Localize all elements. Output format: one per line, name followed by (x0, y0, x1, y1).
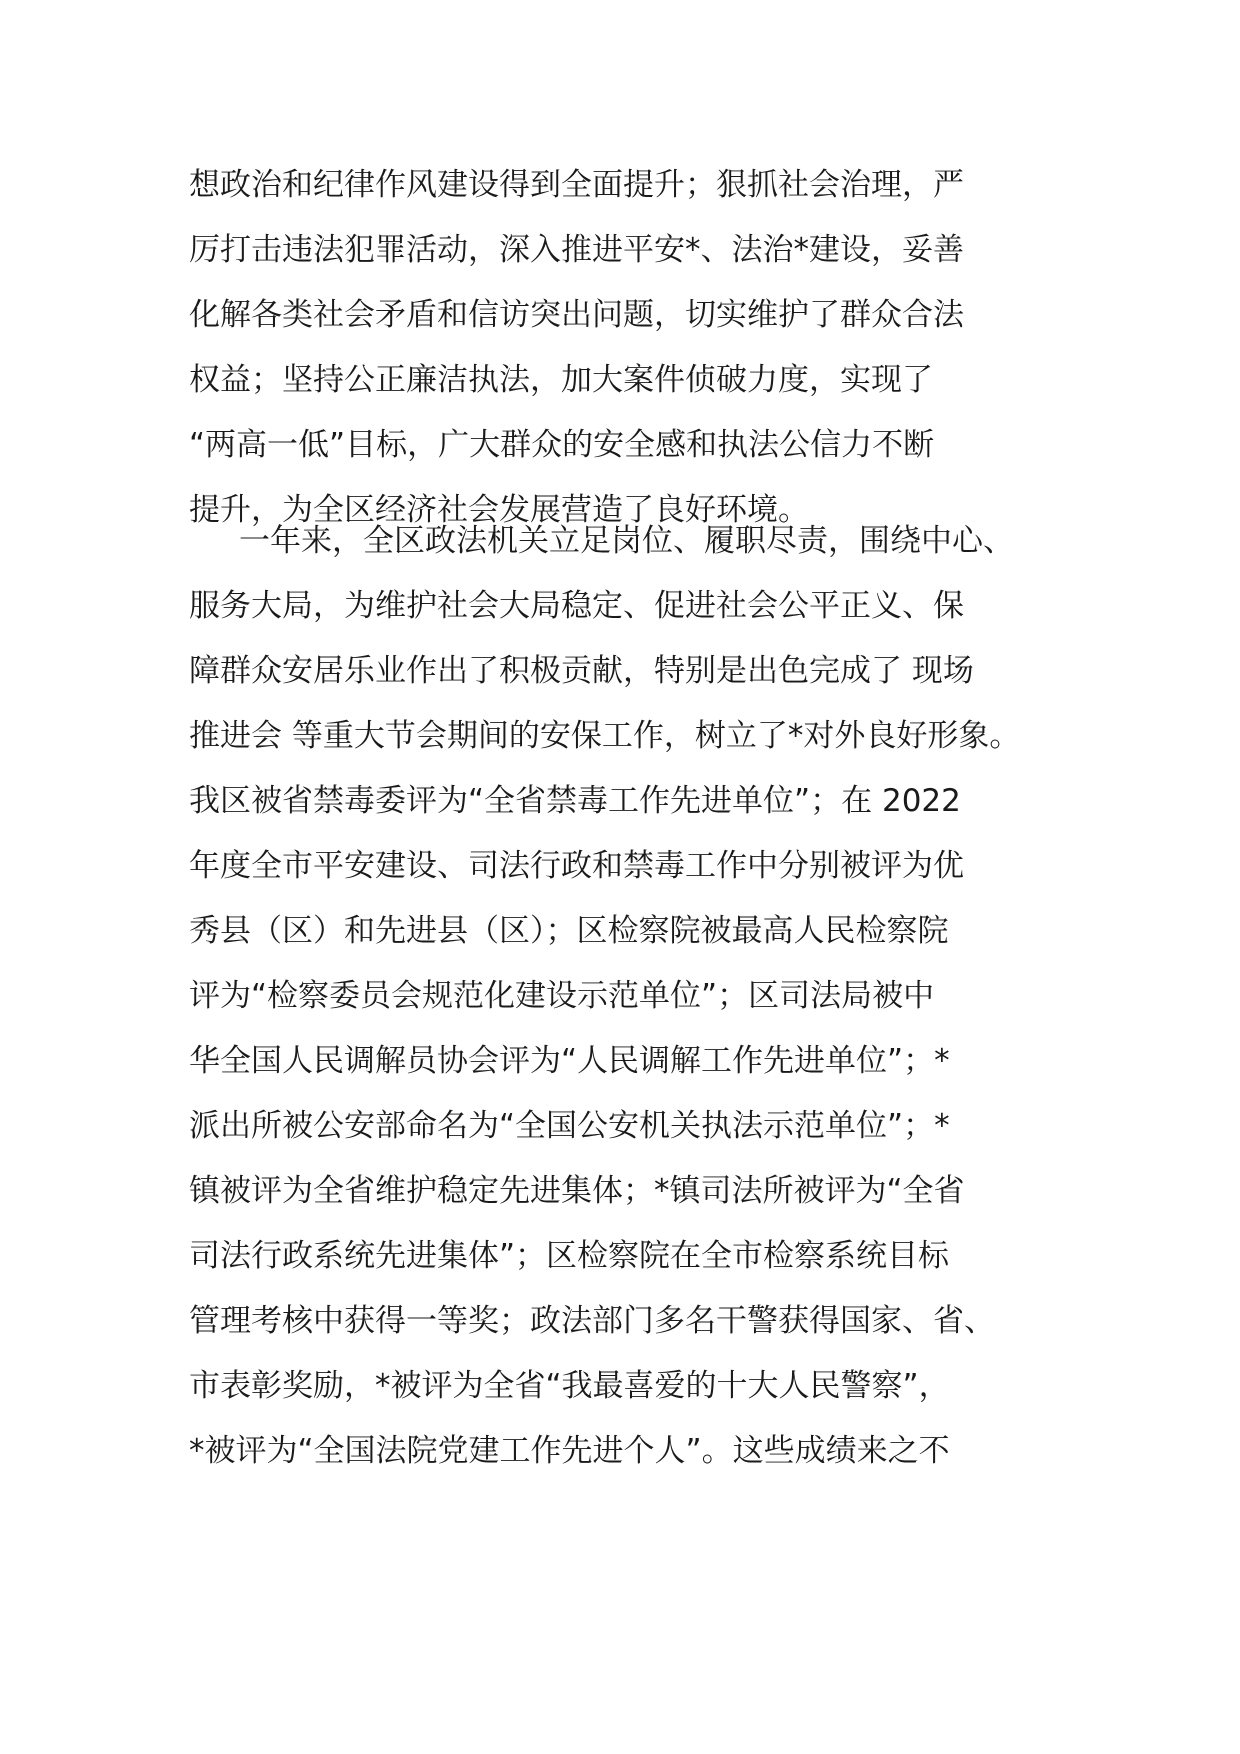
paragraph-2 (189, 509, 1089, 1484)
paragraph-1 (189, 153, 1089, 543)
text-line: 派出所被公安部命名为“全国公安机关执法示范单位”；* (189, 1108, 950, 1144)
text-line: 权益；坚持公正廉洁执法，加大案件侦破力度，实现了 (189, 362, 933, 398)
text-line: 想政治和纪律作风建设得到全面提升；狠抓社会治理，严 (189, 167, 964, 203)
text-line: 提升，为全区经济社会发展营造了良好环境。 (189, 492, 809, 528)
text-line: 一年来，全区政法机关立足岗位、履职尽责，围绕中心、 (239, 523, 1014, 559)
text-line: 评为“检察委员会规范化建设示范单位”；区司法局被中 (189, 978, 935, 1014)
text-line: 推进会 等重大节会期间的安保工作，树立了*对外良好形象。 (189, 718, 1021, 754)
text-line: 厉打击违法犯罪活动，深入推进平安*、法治*建设，妥善 (189, 232, 964, 268)
text-line: 化解各类社会矛盾和信访突出问题，切实维护了群众合法 (189, 297, 964, 333)
text-line: 障群众安居乐业作出了积极贡献，特别是出色完成了 现场 (189, 653, 974, 689)
text-line: 年度全市平安建设、司法行政和禁毒工作中分别被评为优 (189, 848, 964, 884)
text-line: “两高一低”目标，广大群众的安全感和执法公信力不断 (189, 427, 935, 463)
text-line: 市表彰奖励，*被评为全省“我最喜爱的十大人民警察”， (189, 1368, 950, 1404)
text-line: *被评为“全国法院党建工作先进个人”。这些成绩来之不 (189, 1433, 950, 1469)
text-line: 我区被省禁毒委评为“全省禁毒工作先进单位”；在 2022 (189, 783, 961, 819)
text-line: 服务大局，为维护社会大局稳定、促进社会公平正义、保 (189, 588, 964, 624)
text-line: 管理考核中获得一等奖；政法部门多名干警获得国家、省、 (189, 1303, 995, 1339)
text-line: 秀县（区）和先进县（区）；区检察院被最高人民检察院 (189, 913, 949, 949)
text-line: 司法行政系统先进集体”；区检察院在全市检察系统目标 (189, 1238, 950, 1274)
text-line: 镇被评为全省维护稳定先进集体；*镇司法所被评为“全省 (189, 1173, 965, 1209)
text-line: 华全国人民调解员协会评为“人民调解工作先进单位”；* (189, 1043, 950, 1079)
